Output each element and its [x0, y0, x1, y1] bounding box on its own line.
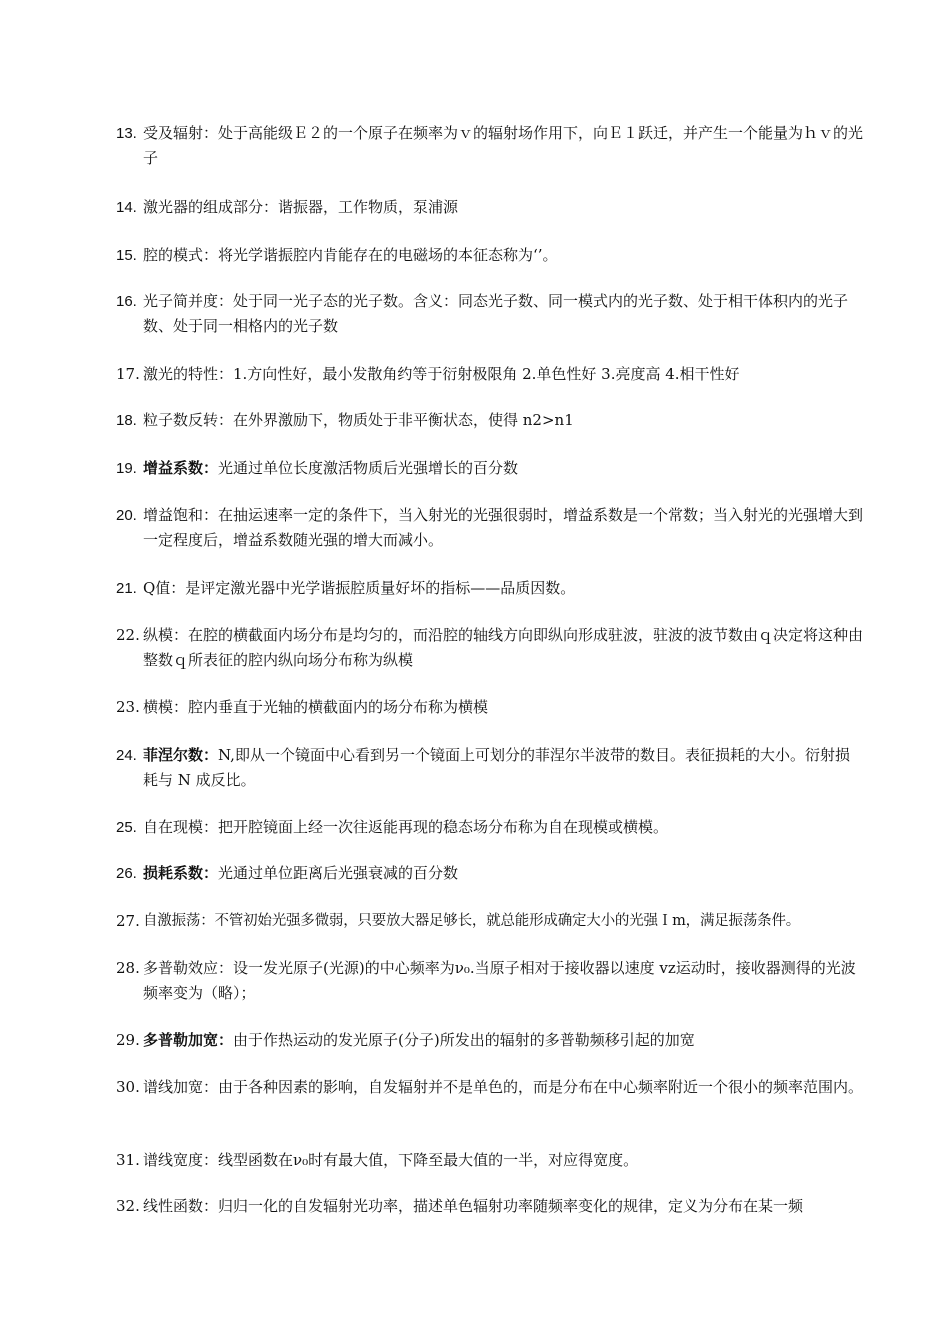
list-item — [116, 1028, 876, 1053]
list-item — [116, 1194, 876, 1219]
item-text: 横模：腔内垂直于光轴的横截面内的场分布称为横模 — [143, 698, 489, 716]
list-item — [116, 1148, 876, 1173]
item-text: 腔的模式：将光学谐振腔内肯能存在的电磁场的本征态称为‘’。 — [143, 246, 558, 264]
list-item — [116, 909, 906, 934]
list-item — [116, 195, 876, 220]
item-number: 29. — [116, 1031, 140, 1049]
item-text: 粒子数反转：在外界激励下，物质处于非平衡状态，使得 n2>n1 — [143, 411, 574, 429]
list-item — [116, 1075, 876, 1100]
list-item — [116, 743, 876, 793]
item-number: 17. — [116, 365, 140, 383]
item-number: 32. — [116, 1197, 140, 1215]
term-label: 多普勒加宽： — [143, 1031, 234, 1049]
list-item — [116, 956, 876, 1006]
item-number: 16. — [116, 293, 137, 310]
item-text: 激光的特性：1.方向性好，最小发散角约等于衍射极限角 2.单色性好 3.亮度高 4.相干性好 — [143, 365, 740, 383]
item-text-wrap — [143, 1028, 876, 1053]
term-label: 增益系数： — [143, 459, 219, 477]
item-number: 22. — [116, 626, 140, 644]
item-number: 23. — [116, 698, 140, 716]
list-item — [116, 456, 876, 481]
item-number: 30. — [116, 1078, 140, 1096]
item-number: 27. — [116, 912, 140, 930]
item-number: 28. — [116, 959, 140, 977]
item-text: Q值：是评定激光器中光学谐振腔质量好坏的指标——品质因数。 — [143, 579, 576, 597]
item-text: 受及辐射：处于高能级Ｅ２的一个原子在频率为ｖ的辐射场作用下，向Ｅ１跃迁，并产生一个能量为ｈｖ的光子 — [143, 124, 864, 167]
list-item — [116, 815, 876, 840]
item-text: 线性函数：归归一化的自发辐射光功率，描述单色辐射功率随频率变化的规律，定义为分布在某一频 — [143, 1197, 804, 1215]
item-text: N,即从一个镜面中心看到另一个镜面上可划分的菲涅尔半波带的数目。表征损耗的大小。衍射损耗与 N 成反比。 — [143, 746, 850, 789]
list-item — [116, 695, 876, 720]
list-item — [116, 243, 876, 268]
item-number: 20. — [116, 507, 137, 524]
item-text: 纵模：在腔的横截面内场分布是均匀的，而沿腔的轴线方向即纵向形成驻波，驻波的波节数由ｑ决定将这种由整数ｑ所表征的腔内纵向场分布称为纵模 — [143, 626, 864, 669]
list-item — [116, 408, 876, 433]
item-text-wrap — [143, 861, 876, 886]
item-number: 25. — [116, 819, 137, 836]
item-text: 谱线加宽：由于各种因素的影响，自发辐射并不是单色的，而是分布在中心频率附近一个很小的频率范围内。 — [143, 1078, 864, 1096]
item-number: 19. — [116, 460, 137, 477]
item-text: 谱线宽度：线型函数在ν₀时有最大值，下降至最大值的一半，对应得宽度。 — [143, 1151, 639, 1169]
item-text: 光子简并度：处于同一光子态的光子数。含义：同态光子数、同一模式内的光子数、处于相干体积内的光子数、处于同一相格内的光子数 — [143, 292, 849, 335]
item-text: 光通过单位距离后光强衰减的百分数 — [218, 864, 459, 882]
item-text: 自在现模：把开腔镜面上经一次往返能再现的稳态场分布称为自在现模或横模。 — [143, 818, 669, 836]
list-item — [116, 289, 876, 339]
item-text-wrap — [143, 456, 876, 481]
item-text: 多普勒效应：设一发光原子(光源)的中心频率为ν₀.当原子相对于接收器以速度 vz运动时，接收器测得的光波频率变为（略）； — [143, 959, 856, 1002]
item-text: 光通过单位长度激活物质后光强增长的百分数 — [218, 459, 519, 477]
list-item — [116, 576, 876, 601]
list-item — [116, 121, 876, 171]
list-item — [116, 861, 876, 886]
item-number: 14. — [116, 199, 137, 216]
item-number: 13. — [116, 125, 137, 142]
term-label: 菲涅尔数： — [143, 746, 219, 764]
item-number: 26. — [116, 865, 137, 882]
item-text: 激光器的组成部分：谐振器，工作物质，泵浦源 — [143, 198, 459, 216]
item-number: 31. — [116, 1151, 140, 1169]
term-label: 损耗系数： — [143, 864, 219, 882]
list-item — [116, 503, 876, 553]
item-number: 15. — [116, 247, 137, 264]
item-number: 24. — [116, 747, 137, 764]
item-text-wrap — [143, 743, 863, 793]
list-item — [116, 362, 876, 387]
item-number: 18. — [116, 412, 137, 429]
list-item — [116, 623, 876, 673]
item-number: 21. — [116, 580, 137, 597]
item-text: 增益饱和：在抽运速率一定的条件下，当入射光的光强很弱时，增益系数是一个常数；当入射光的光强增大到一定程度后，增益系数随光强的增大而减小。 — [143, 506, 864, 549]
item-text: 自激振荡：不管初始光强多微弱，只要放大器足够长，就总能形成确定大小的光强Ｉm，满足振荡条件。 — [143, 913, 801, 929]
item-text: 由于作热运动的发光原子(分子)所发出的辐射的多普勒频移引起的加宽 — [233, 1031, 695, 1049]
